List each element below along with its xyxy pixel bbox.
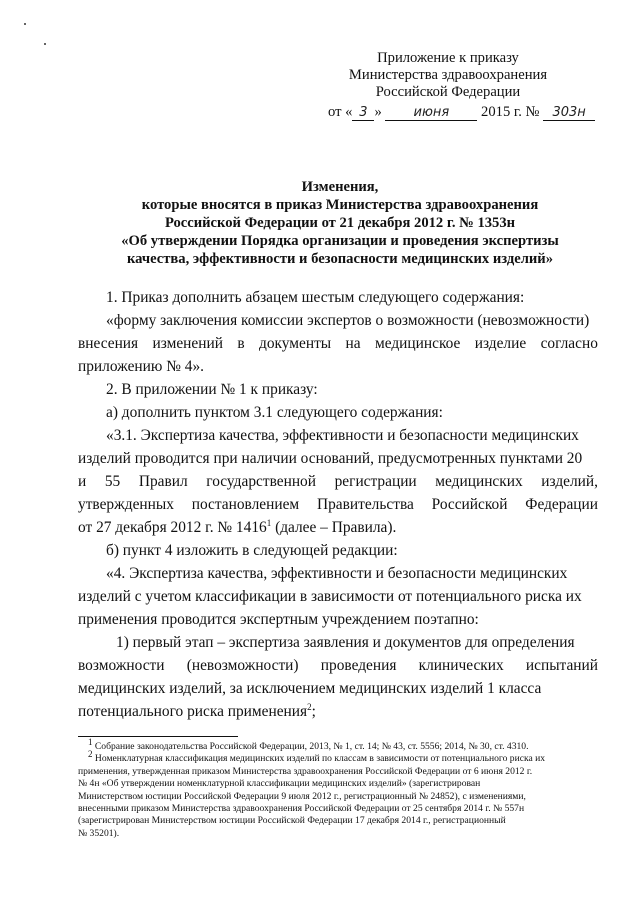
header-line-2: Министерства здравоохранения xyxy=(348,67,548,83)
footnote-2-line-7: № 35201). xyxy=(78,827,120,839)
date-quote-close: » xyxy=(374,104,382,120)
title-line-5: качества, эффективности и безопасности медицинских изделий» xyxy=(126,251,554,267)
date-prefix: от « xyxy=(328,104,353,120)
footnote-2-line-2: применения, утвержденная приказом Министерства здравоохранения Российской Федерации от 6 июня 2012 г. xyxy=(78,765,533,777)
footnote-1-text: Собрание законодательства Российской Федерации, 2013, № 1, ст. 14; № 43, ст. 5556; 2014, № 30, ст. 4310. xyxy=(94,741,529,752)
footnote-ref-1: 1 xyxy=(266,517,272,528)
handwritten-order-number: 303н xyxy=(543,105,595,121)
word: документы xyxy=(258,335,332,352)
footnote-2-line-6: (зарегистрирован Министерством юстиции Российской Федерации 17 декабря 2014 г., регистрационный xyxy=(78,815,506,827)
paragraph-2-line-1: «форму заключения комиссии экспертов о возможности (невозможности) xyxy=(106,312,590,329)
word: испытаний xyxy=(525,657,598,674)
footnote-1-number: 1 xyxy=(88,736,93,747)
paragraph-3: 2. В приложении № 1 к приказу: xyxy=(106,381,318,398)
header-line-3: Российской Федерации xyxy=(375,84,521,100)
word: изделие xyxy=(474,335,527,352)
word: Правительства xyxy=(316,496,414,513)
paragraph-8-line-4 xyxy=(78,700,598,723)
footnote-1 xyxy=(78,736,598,753)
word: постановлением xyxy=(191,496,300,513)
paragraph-8-line-1: 1) первый этап – экспертиза заявления и документов для определения xyxy=(116,634,575,651)
handwritten-month: июня xyxy=(385,105,477,121)
paragraph-7-line-3: применения проводится экспертным учреждением поэтапно: xyxy=(78,611,479,628)
scan-speck xyxy=(24,23,26,25)
paragraph-4: а) дополнить пунктом 3.1 следующего содержания: xyxy=(106,404,443,421)
document-title xyxy=(100,178,580,268)
paragraph-8-line-3: медицинских изделий, за исключением медицинских изделий 1 класса xyxy=(78,680,542,697)
paragraph-8-tail: ; xyxy=(311,703,316,720)
word: внесения xyxy=(78,335,139,352)
handwritten-day: 3 xyxy=(352,105,374,121)
footnote-2-line-4: Министерством юстиции Российской Федерации 9 июля 2012 г., регистрационный № 24852), с изменениями, xyxy=(78,790,526,802)
word: утвержденных xyxy=(78,496,174,513)
word: медицинских xyxy=(435,473,523,490)
word: согласно xyxy=(540,335,598,352)
document-body xyxy=(78,286,598,723)
paragraph-7-line-2: изделий с учетом классификации в зависимости от потенциального риска их xyxy=(78,588,582,605)
paragraph-5-tail: (далее – Правила). xyxy=(271,519,397,536)
word: проведения xyxy=(320,657,397,674)
word: изделий, xyxy=(541,473,598,490)
paragraph-5-line-2: изделий проводится при наличии оснований, предусмотренных пунктами 20 xyxy=(78,450,583,467)
paragraph-5-line-3 xyxy=(78,470,598,493)
word: 55 xyxy=(104,473,121,490)
word: медицинское xyxy=(374,335,461,352)
word: Правил xyxy=(138,473,188,490)
appendix-header xyxy=(323,50,573,101)
word: государственной xyxy=(206,473,316,490)
title-line-4: «Об утверждении Порядка организации и проведения экспертизы xyxy=(121,233,559,249)
paragraph-6: б) пункт 4 изложить в следующей редакции: xyxy=(106,542,398,559)
order-date-line xyxy=(328,104,595,121)
footnote-separator xyxy=(78,736,238,737)
date-year: 2015 г. № xyxy=(481,104,540,120)
footnote-2-line-1 xyxy=(78,749,598,765)
paragraph-5-line-1: «3.1. Экспертиза качества, эффективности и безопасности медицинских xyxy=(106,427,579,444)
word: (невозможности) xyxy=(186,657,299,674)
word: изменений xyxy=(152,335,223,352)
footnote-2-line-5: внесенными приказом Министерства здравоохранения Российской Федерации от 25 сентября 2014 г. № 557н xyxy=(78,803,525,815)
paragraph-2-line-3: приложению № 4». xyxy=(78,358,205,375)
word: Российской xyxy=(431,496,508,513)
paragraph-8-text: потенциального риска применения xyxy=(78,703,308,720)
footnote-2-line-3: № 4н «Об утверждении номенклатурной классификации медицинских изделий» (зарегистрирован xyxy=(78,778,481,790)
paragraph-2-line-2 xyxy=(78,332,598,355)
word: на xyxy=(345,335,361,352)
title-line-2: которые вносятся в приказ Министерства здравоохранения xyxy=(141,197,539,213)
word: Федерации xyxy=(525,496,598,513)
scan-speck xyxy=(44,43,46,45)
word: регистрации xyxy=(334,473,417,490)
word: клинических xyxy=(418,657,504,674)
paragraph-7-line-1: «4. Экспертиза качества, эффективности и безопасности медицинских xyxy=(106,565,568,582)
header-line-1: Приложение к приказу xyxy=(377,50,519,66)
word: и xyxy=(78,473,87,490)
footnotes xyxy=(78,736,598,840)
footnote-ref-2: 2 xyxy=(307,701,312,712)
footnote-2-text: Номенклатурная классификация медицинских изделий по классам в зависимости от потенциального риска их xyxy=(94,753,546,765)
footnote-2-number: 2 xyxy=(88,749,93,760)
paragraph-5-line-4 xyxy=(78,493,598,516)
title-line-1: Изменения, xyxy=(301,179,379,195)
word: возможности xyxy=(78,657,165,674)
word: в xyxy=(237,335,245,352)
paragraph-1: 1. Приказ дополнить абзацем шестым следующего содержания: xyxy=(106,289,525,306)
title-line-3: Российской Федерации от 21 декабря 2012 г. № 1353н xyxy=(164,215,516,231)
paragraph-5-line-5 xyxy=(78,516,598,539)
paragraph-8-line-2 xyxy=(78,654,598,677)
paragraph-5-text: от 27 декабря 2012 г. № 1416 xyxy=(78,519,267,536)
